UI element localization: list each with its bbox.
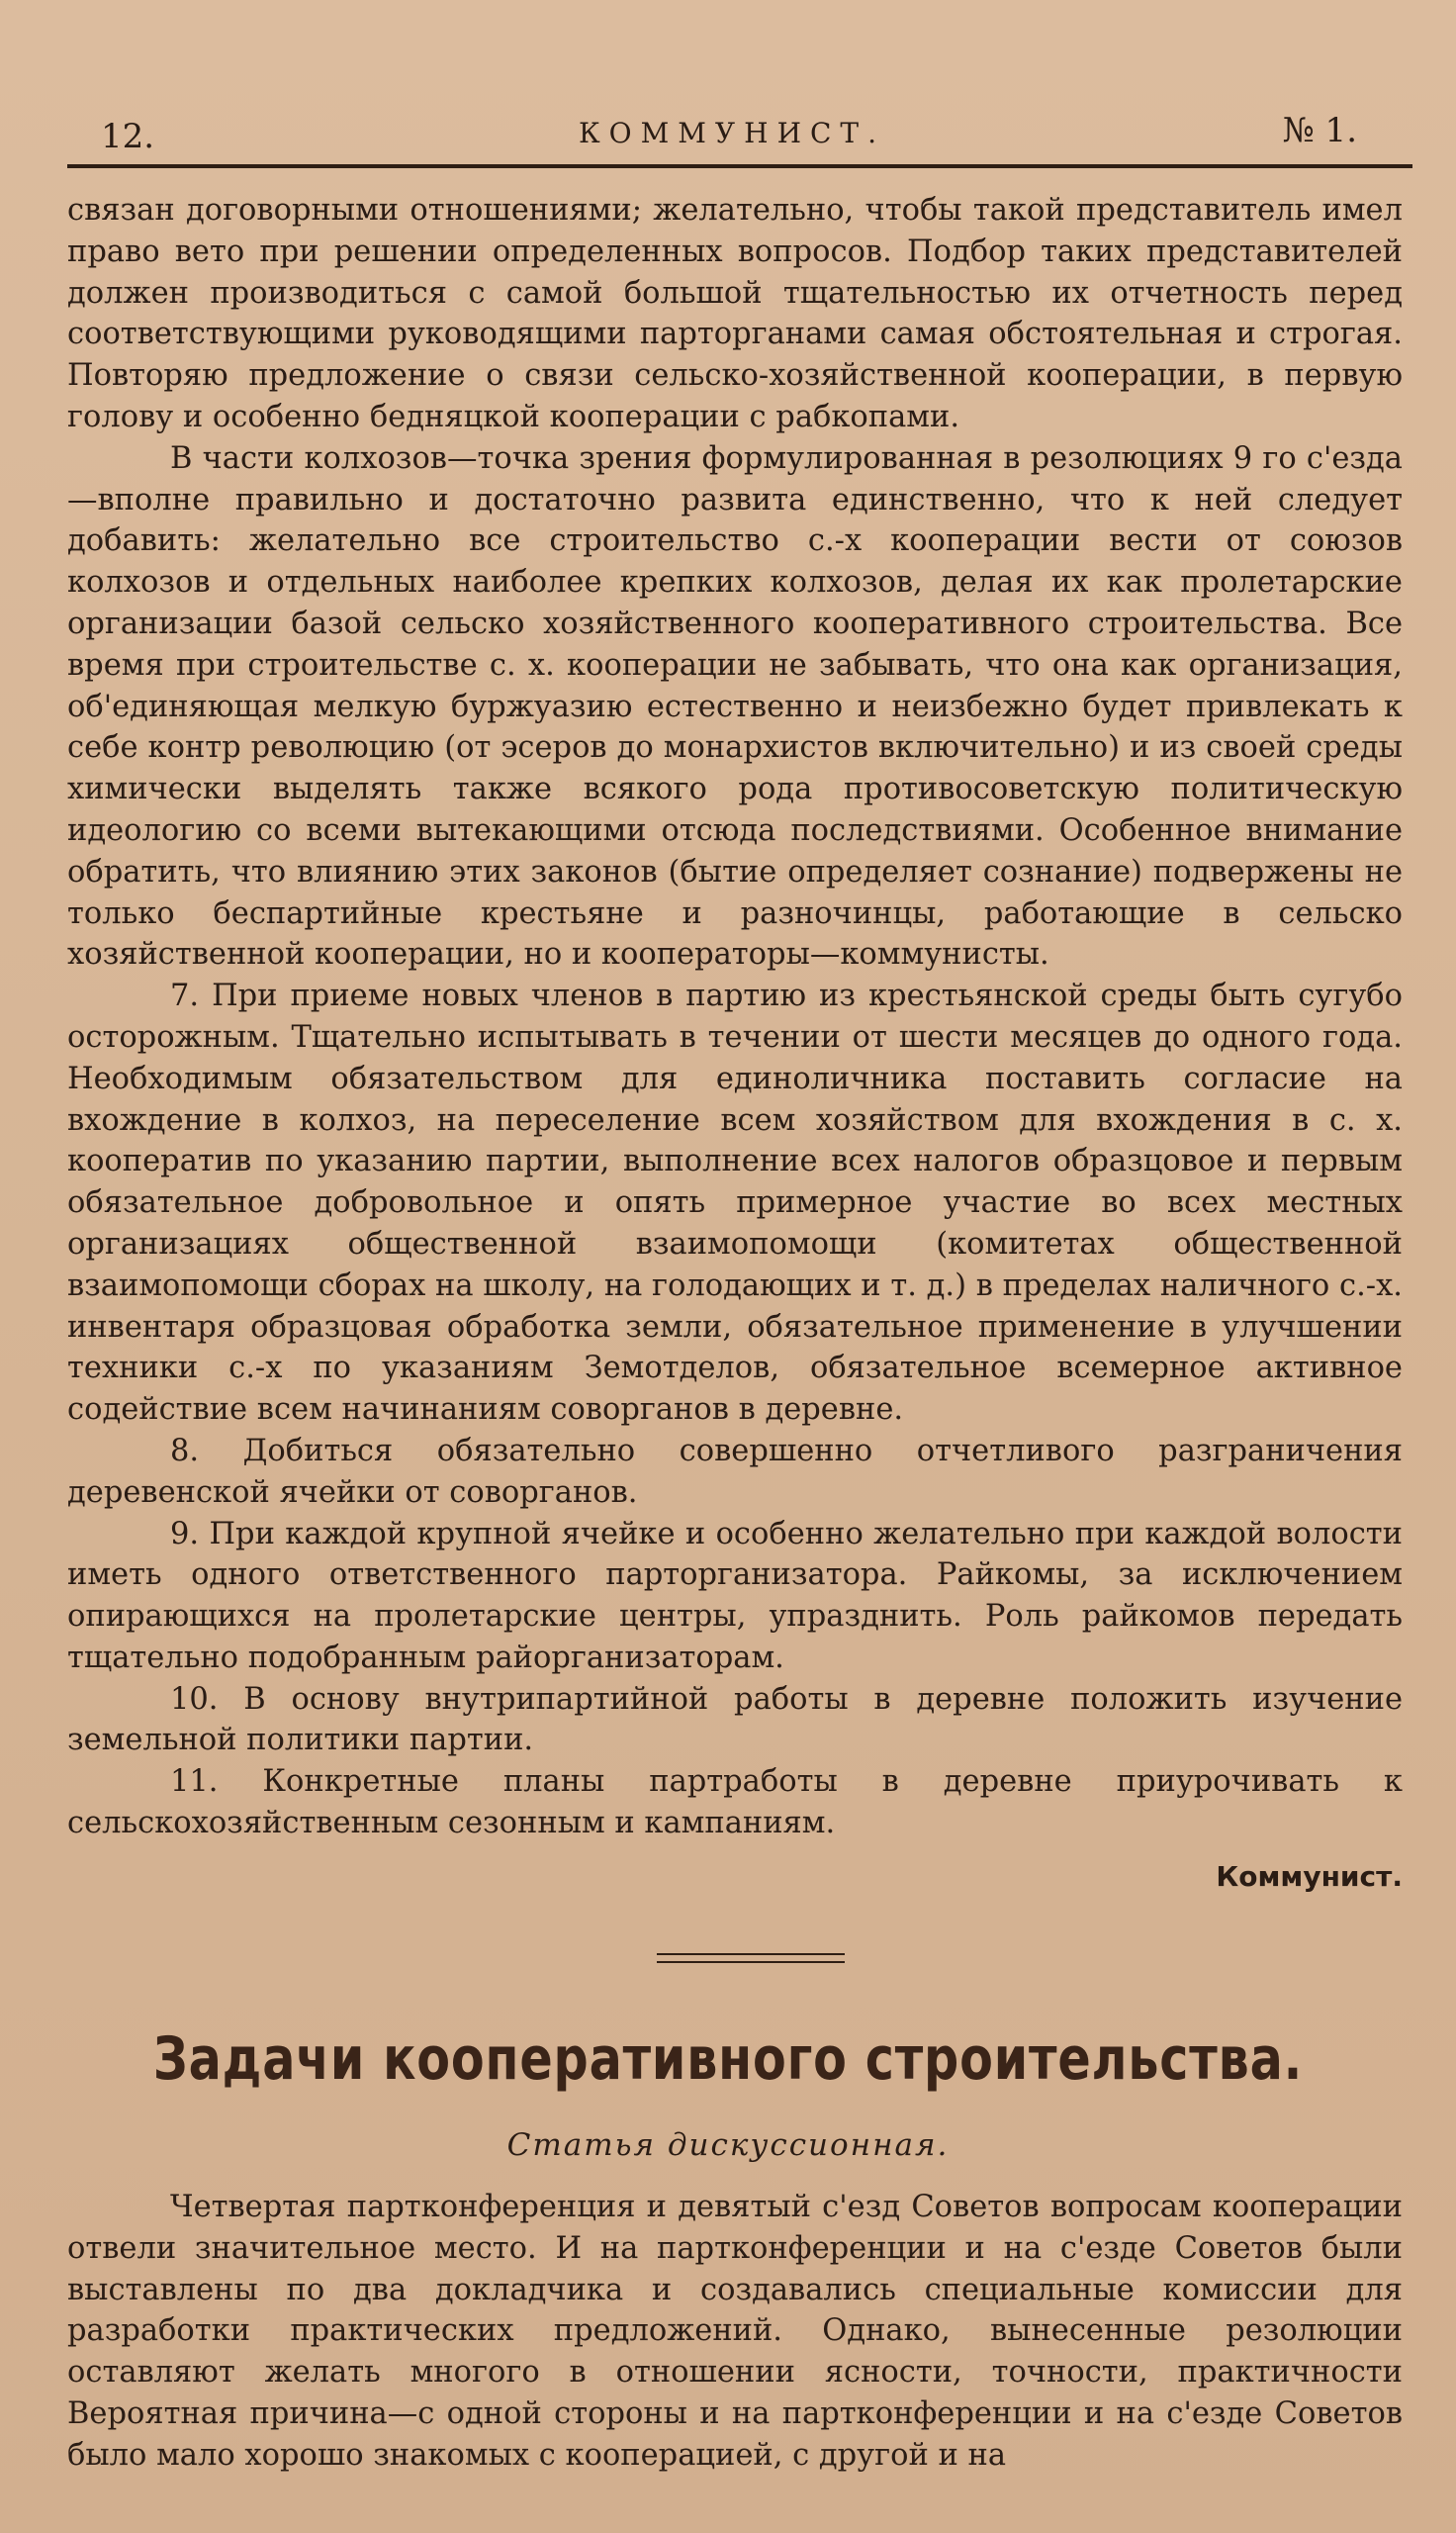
paragraph: Четвертая партконференция и девятый с'езд Советов вопросам кооперации отвели значительное место. И на партконференции и на с'езде Советов были выставлены по два докладчика и создавались специальные комиссии для разработки практических предложений. Однако, вынесенные резолюции оставляют желать многого в отношении ясности, точности, практичности Вероятная причина—с одной стороны и на партконференции и на с'езде Советов было мало хорошо знакомых с кооперацией, с другой и на <box>67 2190 1403 2473</box>
paragraph: 11. Конкретные планы партработы в деревне приурочивать к сельскохозяйственным сезонным и кампаниям. <box>67 1764 1403 1841</box>
section-divider <box>657 1953 845 1963</box>
signature: Коммунист. <box>1216 1860 1403 1893</box>
issue-number: № 1. <box>1282 111 1357 150</box>
paragraph: 10. В основу внутрипартийной работы в деревне положить изучение земельной политики партии. <box>67 1681 1403 1758</box>
article-body <box>67 2187 1403 2477</box>
paragraph: связан договорными отношениями; желательно, чтобы такой представитель имел право вето при решении определенных вопросов. Подбор таких представителей должен производиться с самой большой тщательностью их отчетность перед соответствующими руководящими парторганами самая обстоятельная и строгая. Повторяю предложение о связи сельско-хозяйственной кооперации, в первую голову и особенно бедняцкой кооперации с рабкопами. <box>67 193 1403 434</box>
article-subtitle: Статья дискуссионная. <box>506 2127 950 2163</box>
journal-title: КОММУНИСТ. <box>578 117 886 149</box>
page-header <box>67 99 1397 154</box>
article-title: Задачи кооперативного строительства. <box>152 2024 1304 2094</box>
page-number: 12. <box>101 117 155 156</box>
paragraph: 9. При каждой крупной ячейке и особенно желательно при каждой волости иметь одного ответственного парторганизатора. Райкомы, за исключением опирающихся на пролетарские центры, упразднить. Роль райкомов передать тщательно подобранным райорганизаторам. <box>67 1516 1403 1675</box>
paragraph: В части колхозов—точка зрения формулированная в резолюциях 9 го с'езда—вполне правильно и достаточно развита единственно, что к ней следует добавить: желательно все строительство с.-х кооперации вести от союзов колхозов и отдельных наиболее крепких колхозов, делая их как пролетарские организации базой сельско хозяйственного кооперативного строительства. Все время при строительстве с. х. кооперации не забывать, что она как организация, об'единяющая мелкую буржуазию естественно и неизбежно будет привлекать к себе контр революцию (от эсеров до монархистов включительно) и из своей среды химически выделять также всякого рода противосоветскую политическую идеологию со всеми вытекающими отсюда последствиями. Особенное внимание обратить, что влиянию этих законов (бытие определяет сознание) подвержены не только беспартийные крестьяне и разночинцы, работающие в сельско хозяйственной кооперации, но и кооператоры—коммунисты. <box>67 440 1403 973</box>
article-continuation <box>67 190 1403 1844</box>
header-rule <box>67 164 1412 168</box>
paragraph: 7. При приеме новых членов в партию из крестьянской среды быть сугубо осторожным. Тщательно испытывать в течении от шести месяцев до одного года. Необходимым обязательством для единоличника поставить согласие на вхождение в колхоз, на переселение всем хозяйством для вхождения в с. х. кооператив по указанию партии, выполнение всех налогов образцовое и первым обязательное добровольное и опять примерное участие во всех местных организациях общественной взаимопомощи (комитетах общественной взаимопомощи сборах на школу, на голодающих и т. д.) в пределах наличного с.-х. инвентаря образцовая обработка земли, обязательное применение в улучшении техники с.-х по указаниям Земотделов, обязательное всемерное активное содействие всем начинаниям соворганов в деревне. <box>67 979 1403 1428</box>
paragraph: 8. Добиться обязательно совершенно отчетливого разграничения деревенской ячейки от соворганов. <box>67 1433 1403 1510</box>
